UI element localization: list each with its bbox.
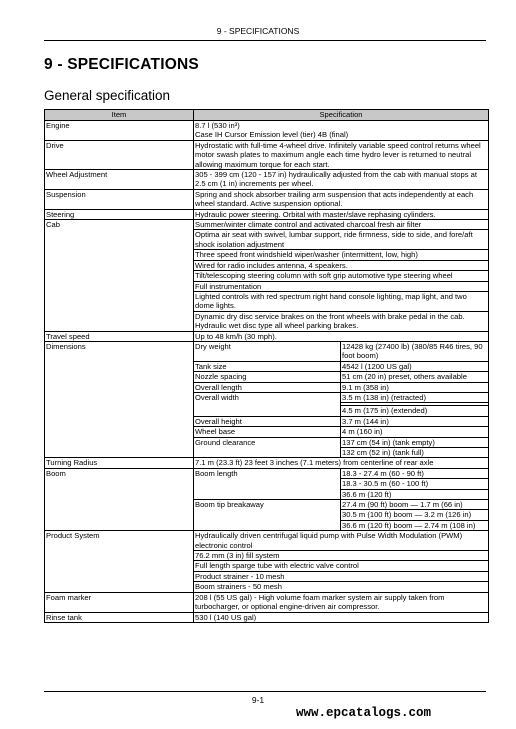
sub-value: 36.6 m (120 ft) <box>341 489 489 499</box>
section-title: General specification <box>44 88 171 103</box>
row-spec: Hydraulic power steering. Orbital with master/slave rephasing cylinders. <box>194 209 489 219</box>
table-row <box>45 121 489 141</box>
row-spec: Wired for radio includes antenna, 4 speakers. <box>194 260 489 270</box>
row-item: Dimensions <box>45 341 194 457</box>
sub-label: Dry weight <box>194 341 341 361</box>
sub-label: Nozzle spacing <box>194 372 341 382</box>
sub-value: 30.5 m (100 ft) boom — 3.2 m (126 in) <box>341 510 489 520</box>
table-row <box>45 458 489 468</box>
sub-label: Overall width <box>194 392 341 416</box>
table-row <box>45 331 489 341</box>
row-item: Product System <box>45 531 194 592</box>
row-item: Engine <box>45 121 194 141</box>
sub-label: Ground clearance <box>194 437 341 458</box>
table-row <box>45 189 489 209</box>
row-spec: Boom strainers - 50 mesh <box>194 582 489 592</box>
sub-value: 3.7 m (144 in) <box>341 416 489 426</box>
sub-value: 27.4 m (90 ft) boom — 1.7 m (66 in) <box>341 500 489 510</box>
sub-label: Tank size <box>194 361 341 371</box>
table-row <box>45 341 489 361</box>
row-spec: 76.2 mm (3 in) fill system <box>194 551 489 561</box>
row-item: Cab <box>45 220 194 331</box>
row-spec: Full instrumentation <box>194 281 489 291</box>
sub-value: 4.5 m (175 in) (extended) <box>341 406 489 416</box>
spec-line: Case IH Cursor Emission level (tier) 4B (final) <box>195 130 349 140</box>
row-spec: Full length sparge tube with electric valve control <box>194 561 489 571</box>
row-spec: 7.1 m (23.3 ft) 23 feet 3 inches (7.1 meters) from centerline of rear axle <box>194 458 489 468</box>
sub-value: 3.5 m (138 in) (retracted) <box>341 392 489 402</box>
spec-table <box>44 109 489 623</box>
row-spec: Summer/winter climate control and activated charcoal fresh air filter <box>194 220 489 230</box>
row-spec: Lighted controls with red spectrum right hand console lighting, map light, and two dome lights. <box>194 291 489 311</box>
row-spec: Dynamic dry disc service brakes on the front wheels with brake pedal in the cab. Hydraulic wet disc type all wheel parking brakes. <box>194 311 489 331</box>
row-spec: Three speed front windshield wiper/washer (intermittent, low, high) <box>194 250 489 260</box>
row-spec: Product strainer - 10 mesh <box>194 571 489 581</box>
table-row <box>45 220 489 230</box>
row-spec: 208 l (55 US gal) - High volume foam marker system air supply taken from turbocharger, or optional engine-driven air compressor. <box>194 592 489 612</box>
watermark: www.epcatalogs.com <box>296 706 432 720</box>
row-item: Steering <box>45 209 194 219</box>
row-item: Drive <box>45 140 194 169</box>
table-row <box>45 612 489 622</box>
row-item: Boom <box>45 468 194 530</box>
table-row <box>45 468 489 478</box>
sub-label: Boom tip breakaway <box>194 500 341 531</box>
sub-label: Wheel base <box>194 427 341 437</box>
row-spec: Optima air seat with swivel, lumbar support, ride firmness, side to side, and fore/aft shock isolation adjustment <box>194 230 489 250</box>
row-item: Turning Radius <box>45 458 194 468</box>
running-header: 9 - SPECIFICATIONS <box>216 26 300 36</box>
table-header-row <box>45 110 489 121</box>
row-spec: Spring and shock absorber trailing arm suspension that acts independently at each wheel standard. Active suspension optional. <box>194 189 489 209</box>
chapter-title: 9 - SPECIFICATIONS <box>44 56 199 73</box>
sub-value: 36.6 m (120 ft) boom — 2.74 m (108 in) <box>341 520 489 530</box>
row-spec: 530 l (140 US gal) <box>194 612 489 622</box>
col-item-header: Item <box>45 110 194 121</box>
row-item: Wheel Adjustment <box>45 170 194 190</box>
footer-rule <box>44 691 486 692</box>
sub-value: 9.1 m (358 in) <box>341 382 489 392</box>
row-spec: Tilt/telescoping steering column with soft grip automotive type steering wheel <box>194 271 489 281</box>
spec-line: 8.7 l (530 in³) <box>195 121 240 130</box>
sub-value: 4 m (160 in) <box>341 427 489 437</box>
row-item: Travel speed <box>45 331 194 341</box>
sub-value: 18.3 - 27.4 m (60 - 90 ft) <box>341 468 489 478</box>
row-spec: Up to 48 km/h (30 mph). <box>194 331 489 341</box>
sub-value: 51 cm (20 in) preset, others available <box>341 372 489 382</box>
page-number: 9-1 <box>251 695 265 705</box>
header-rule <box>44 40 486 41</box>
col-spec-header: Specification <box>194 110 489 121</box>
sub-value: 12428 kg (27400 lb) (380/85 R46 tires, 90 foot boom) <box>341 341 489 361</box>
sub-label: Boom length <box>194 468 341 499</box>
table-row <box>45 170 489 190</box>
row-spec: Hydrostatic with full-time 4-wheel drive. Infinitely variable speed control returns wheel motor swash plates to maximum angle each time hydro lever is returned to neutral allowing maximum torque for each start. <box>194 140 489 169</box>
row-item: Rinse tank <box>45 612 194 622</box>
table-row <box>45 592 489 612</box>
table-row <box>45 531 489 551</box>
row-spec: Hydraulically driven centrifugal liquid pump with Pulse Width Modulation (PWM) electronic control <box>194 531 489 551</box>
table-row <box>45 140 489 169</box>
row-item: Foam marker <box>45 592 194 612</box>
row-item: Suspension <box>45 189 194 209</box>
sub-value: 18.3 - 30.5 m (60 - 100 ft) <box>341 479 489 489</box>
sub-label: Overall length <box>194 382 341 392</box>
sub-value: 132 cm (52 in) (tank full) <box>341 448 489 458</box>
row-spec: 305 - 399 cm (120 - 157 in) hydraulically adjusted from the cab with manual stops at 2.5 cm (1 in) increments per wheel. <box>194 170 489 190</box>
table-row <box>45 209 489 219</box>
sub-label: Overall height <box>194 416 341 426</box>
sub-value: 137 cm (54 in) (tank empty) <box>341 437 489 447</box>
row-spec <box>194 121 489 141</box>
sub-value: 4542 l (1200 US gal) <box>341 361 489 371</box>
